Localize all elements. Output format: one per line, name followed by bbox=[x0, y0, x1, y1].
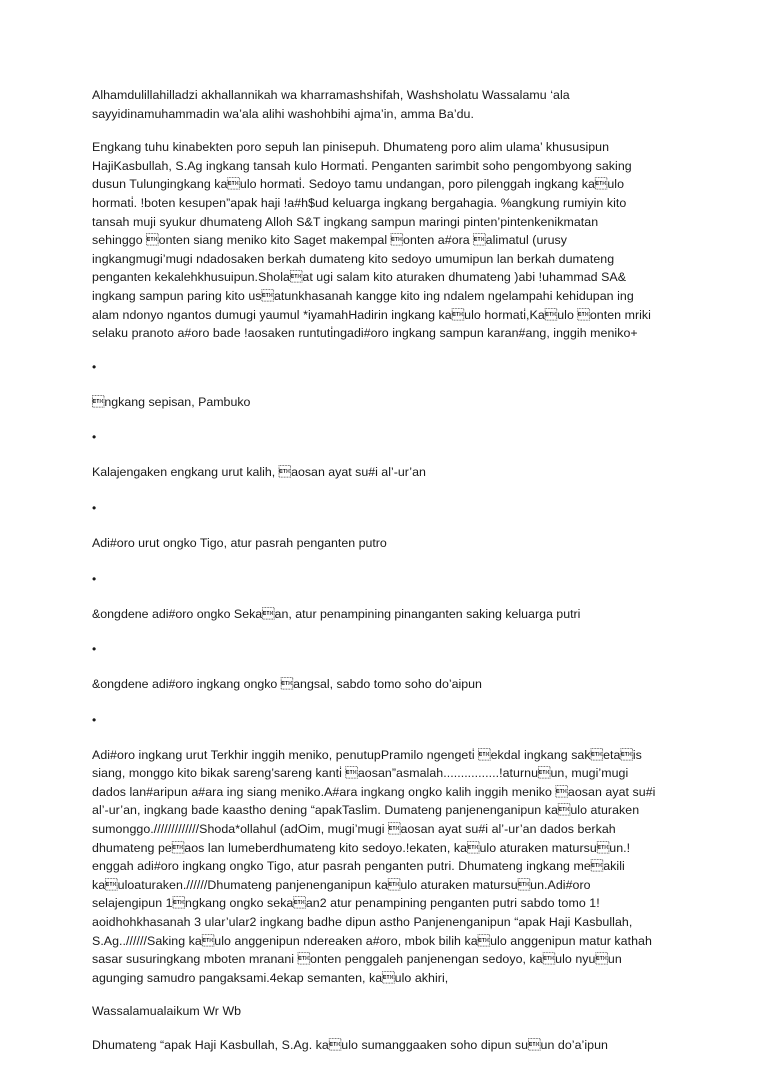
salutation: Wassalamualaikum Wr Wb bbox=[92, 1004, 242, 1019]
agenda-item: Kalajengaken engkang urut kalih, aosan ayat su#i al’-ur’an bbox=[92, 465, 426, 480]
opening-paragraph: Alhamdulillahilladzi akhallannikah wa kharramashshifah, Washsholatu Wassalamu ‘ala sayyidinamuhammadin wa’ala alihi washohbihi ajma’in, amma Ba’du. bbox=[92, 88, 570, 121]
bullet-marker: • bbox=[92, 359, 97, 374]
final-line: Dhumateng “apak Haji Kasbullah, S.Ag. kaulo sumanggaaken soho dipun suun do’a’ipun bbox=[92, 1038, 608, 1052]
intro-paragraph: Engkang tuhu kinabekten poro sepuh lan pinisepuh. Dhumateng poro alim ulama’ khususipun HajiKasbullah, S.Ag ingkang tansah kulo Hormati̇. Penganten sarimbit soho pengombyong saking dusun Tulungingkang kaulo hormati̇. Sedoyo tamu undangan, poro pilenggah ingkang kaulo hormati̇. !boten kesupen”apak haji !a#h$ud keluarga ingkang bergahagia. %angkung rumiyin kito tansah muji syukur dhumateng Alloh S&T ingkang sampun maringi pinten’pintenkenikmatan sehinggo onten siang meniko kito Saget makempal onten a#ora alimatul (urusy ingkangmugi’mugi ndadosaken berkah dumateng kito sedoyo umumipun lan berkah dumateng penganten kekalehkhusuipun.Sholaat ugi salam kito aturaken dhumateng )abi !uhammad SA& ingkang sampun paring kito usatunkhasanah kangge kito ing ndalem ngelampahi kehidupan ing alam ndonyo ngantos dumugi yaumul *iyamahHadirin ingkang kaulo hormati̇,Kaulo onten mriki selaku pranoto a#oro bade !aosaken runtuti̇ngadi#oro ingkang sampun karan#ang, inggih meniko+ bbox=[92, 140, 651, 341]
agenda-item: &ongdene adi#oro ongko Sekaan, atur penampining pinanganten saking keluarga putri bbox=[92, 606, 581, 621]
agenda-item: &ongdene adi#oro ingkang ongko angsal, sabdo tomo soho do’aipun bbox=[92, 677, 482, 692]
closing-paragraph: Adi#oro ingkang urut Terkhir inggih meniko, penutupPramilo ngengeti̇ ekdal ingkang saketais siang, monggo kito bikak sareng’sareng kanti̇ aosan”asmalah................!aturnuun, mugi’mugi dados lan#aripun a#ara ing siang meniko.A#ara ingkang ongko kalih inggih meniko aosan ayat su#i al’-ur’an, ingkang bade kaastho dening “apakTaslim. Dumateng panjenenganipun kaulo aturaken sumonggo./////////////Shoda*ollahul (adOim, mugi’mugi aosan ayat su#i al’-ur’an dados berkah dhumateng peaos lan lumeberdhumateng kito sedoyo.!ekaten, kaulo aturaken matursuun.! enggah adi#oro ingkang ongko Tigo, atur pasrah penganten putri. Dhumateng ingkang meakili kauloaturaken.//////Dhumateng panjenenganipun kaulo aturaken matursuun.Adi#oro selajengipun 1ngkang ongko sekaan2 atur penampining penganten putri sabdo tomo 1! aoidhohkhasanah 3 ular’ular2 ingkang badhe dipun astho Panjenenganipun “apak Haji Kasbullah, S.Ag..//////Saking kaulo anggenipun ndereaken a#oro, mbok bilih kaulo anggenipun matur kathah sasar susuringkang mboten mranani onten penggaleh panjenengan sedoyo, kaulo nyuun agunging samudro pangaksami.4ekap semanten, kaulo akhiri, bbox=[92, 747, 656, 985]
agenda-item: Adi#oro urut ongko Tigo, atur pasrah penganten putro bbox=[92, 535, 387, 550]
bullet-marker: • bbox=[92, 712, 97, 727]
document-page bbox=[92, 86, 692, 1070]
bullet-marker: • bbox=[92, 571, 97, 586]
bullet-marker: • bbox=[92, 430, 97, 445]
agenda-item: ngkang sepisan, Pambuko bbox=[92, 394, 251, 409]
bullet-marker: • bbox=[92, 642, 97, 657]
bullet-marker: • bbox=[92, 500, 97, 515]
